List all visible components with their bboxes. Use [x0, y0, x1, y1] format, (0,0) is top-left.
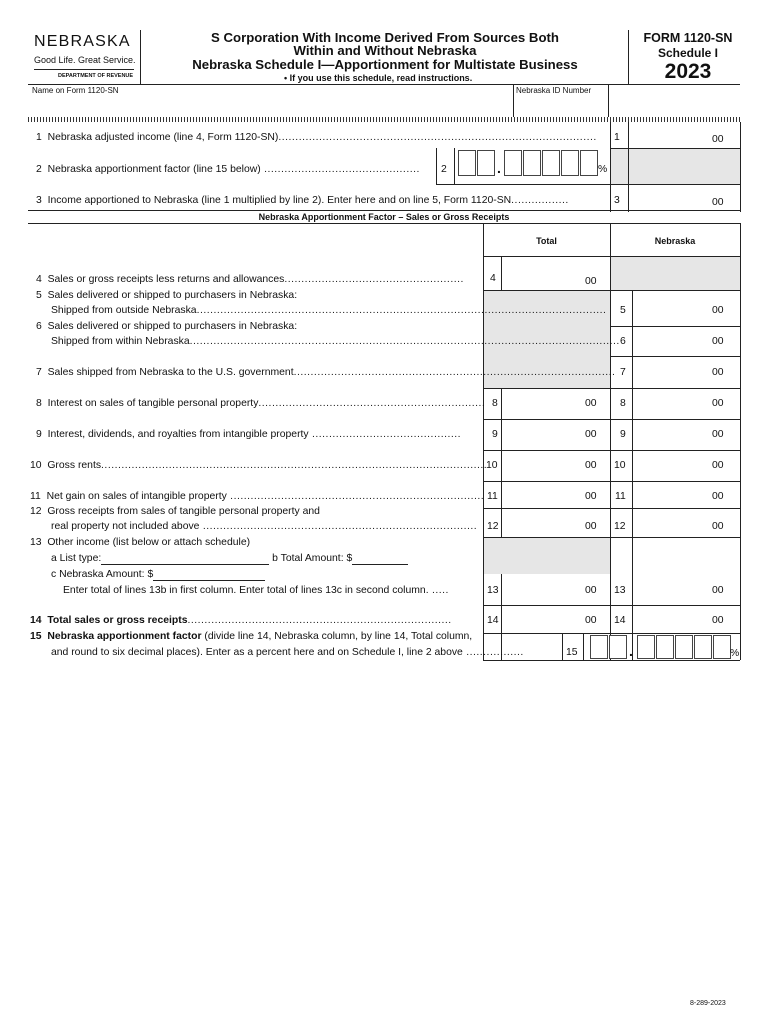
row-6-nebraska-cents: 00: [712, 336, 724, 347]
row-15-digit-6[interactable]: [694, 635, 712, 659]
row-9-nebraska-amount[interactable]: [635, 423, 709, 447]
row-8-nebraska-cents: 00: [712, 398, 724, 409]
row-4-total-amount[interactable]: [504, 262, 582, 286]
row-10-total-cents: 00: [585, 460, 597, 471]
line-1-label: 1 Nebraska adjusted income (line 4, Form 1120-SN)..............................................................................................: [36, 132, 597, 143]
title-line-3: Nebraska Schedule I—Apportionment for Multistate Business: [192, 57, 578, 72]
line-1-number: 1: [614, 132, 620, 143]
row-13-nebraska-cents: 00: [712, 585, 724, 596]
hatched-divider: [28, 117, 740, 122]
row-15-digit-2[interactable]: [609, 635, 627, 659]
row-14-nebraska-amount[interactable]: [635, 608, 709, 631]
row-12-label-a: 12 Gross receipts from sales of tangible personal property and: [30, 506, 320, 517]
row-14-number: 14: [487, 615, 499, 626]
row-5-nebraska-cents: 00: [712, 305, 724, 316]
line-2-digit-6[interactable]: [561, 150, 579, 176]
column-header-total: Total: [536, 236, 557, 246]
row-8-number-nebraska: 8: [620, 398, 626, 409]
row-15-label-b: and round to six decimal places). Enter as a percent here and on Schedule I, line 2 above .................: [51, 647, 524, 658]
name-label: Name on Form 1120-SN: [32, 86, 119, 95]
row-6-label-b: Shipped from within Nebraska...............................................................................................................................: [51, 336, 620, 347]
row-13-label-b: Enter total of lines 13b in first column. Enter total of lines 13c in second column. .....: [63, 585, 449, 596]
row-4-total-cents: 00: [585, 276, 597, 287]
row-7-nebraska-amount[interactable]: [635, 360, 709, 384]
form-code: 8-289-2023: [690, 1000, 726, 1007]
row-10-label: 10 Gross rents..................................................................................................................: [30, 460, 488, 471]
logo-state: NEBRASKA: [34, 33, 131, 50]
row-12-label-b: real property not included above .................................................................................: [51, 521, 478, 532]
nebraska-id-label: Nebraska ID Number: [516, 86, 592, 95]
line-2-digit-4[interactable]: [523, 150, 541, 176]
row-15-digit-5[interactable]: [675, 635, 693, 659]
row-11-total-amount[interactable]: [504, 484, 582, 506]
row-13-total-amount[interactable]: [504, 578, 582, 602]
logo-tagline: Good Life. Great Service.: [34, 55, 136, 65]
row-5-nebraska-amount[interactable]: [635, 296, 709, 320]
row-14-total-cents: 00: [585, 615, 597, 626]
row-10-number: 10: [486, 460, 498, 471]
row-10-nebraska-cents: 00: [712, 460, 724, 471]
row-11-nebraska-cents: 00: [712, 491, 724, 502]
form-name: FORM 1120-SN: [643, 31, 733, 45]
instruction-note: • If you use this schedule, read instructions.: [284, 73, 473, 83]
line-3-label: 3 Income apportioned to Nebraska (line 1 multiplied by line 2). Enter here and on line 5, Form 1120-SN.................: [36, 195, 569, 206]
line-2-percent: %: [598, 164, 608, 175]
line-2-digit-5[interactable]: [542, 150, 560, 176]
row-15-digit-1[interactable]: [590, 635, 608, 659]
row-12-number: 12: [487, 521, 499, 532]
row-12-number-nebraska: 12: [614, 521, 626, 532]
row-13b-total-amount-field[interactable]: [352, 554, 408, 565]
row-14-nebraska-cents: 00: [712, 615, 724, 626]
row-15-percent: %: [730, 648, 740, 659]
nebraska-logo: [34, 33, 140, 83]
row-15-number: 15: [566, 647, 578, 658]
row-13c-label: c Nebraska Amount: $: [51, 569, 265, 581]
row-8-total-cents: 00: [585, 398, 597, 409]
line-2-digit-1[interactable]: [458, 150, 476, 176]
row-12-total-cents: 00: [585, 521, 597, 532]
row-14-number-nebraska: 14: [614, 615, 626, 626]
line-2-digit-3[interactable]: [504, 150, 522, 176]
row-8-label: 8 Interest on sales of tangible personal property...................................................................: [36, 398, 486, 409]
row-8-total-amount[interactable]: [504, 392, 582, 416]
row-9-label: 9 Interest, dividends, and royalties from intangible property ............................................: [36, 429, 462, 440]
row-13-label-a: 13 Other income (list below or attach schedule): [30, 537, 251, 548]
line-2-number: 2: [441, 164, 447, 175]
row-5-number: 5: [620, 305, 626, 316]
row-13-number-nebraska: 13: [614, 585, 626, 596]
row-12-nebraska-cents: 00: [712, 521, 724, 532]
row-15-decimal: .: [629, 643, 633, 659]
tax-year: 2023: [664, 60, 712, 83]
line-3-cents: 00: [712, 197, 724, 208]
row-6-number: 6: [620, 336, 626, 347]
title-line-2: Within and Without Nebraska: [293, 43, 477, 58]
row-12-nebraska-amount[interactable]: [635, 511, 709, 535]
row-10-nebraska-amount[interactable]: [635, 454, 709, 478]
row-13-number: 13: [487, 585, 499, 596]
row-7-label: 7 Sales shipped from Nebraska to the U.S. government...............................................................................................: [36, 367, 616, 378]
row-4-label: 4 Sales or gross receipts less returns and allowances.....................................................: [36, 274, 464, 285]
line-1-amount[interactable]: [630, 126, 708, 146]
line-1-cents: 00: [712, 134, 724, 145]
name-field[interactable]: [30, 96, 510, 116]
row-14-total-amount[interactable]: [504, 608, 582, 631]
row-11-nebraska-amount[interactable]: [635, 484, 709, 506]
row-13-total-cents: 00: [585, 585, 597, 596]
section-title: Nebraska Apportionment Factor – Sales or Gross Receipts: [258, 212, 510, 222]
row-13a-label: a List type: b Total Amount: $: [51, 553, 408, 565]
row-10-number-nebraska: 10: [614, 460, 626, 471]
row-7-number: 7: [620, 367, 626, 378]
row-9-number-nebraska: 9: [620, 429, 626, 440]
row-8-nebraska-amount[interactable]: [635, 392, 709, 416]
line-2-decimal: .: [497, 160, 501, 176]
row-8-number: 8: [492, 398, 498, 409]
nebraska-id-field[interactable]: [516, 96, 606, 116]
row-6-label-a: 6 Sales delivered or shipped to purchasers in Nebraska:: [36, 321, 298, 332]
row-9-nebraska-cents: 00: [712, 429, 724, 440]
row-13-nebraska-amount[interactable]: [635, 578, 709, 602]
row-15-digit-7[interactable]: [713, 635, 731, 659]
row-4-number: 4: [490, 273, 496, 284]
row-5-label-a: 5 Sales delivered or shipped to purchasers in Nebraska:: [36, 290, 298, 301]
logo-dept: DEPARTMENT OF REVENUE: [58, 73, 134, 79]
row-9-total-cents: 00: [585, 429, 597, 440]
line-2-digit-7[interactable]: [580, 150, 598, 176]
title-line-1: S Corporation With Income Derived From Sources Both: [211, 30, 559, 45]
line-3-amount[interactable]: [630, 188, 708, 208]
row-15-digit-3[interactable]: [637, 635, 655, 659]
line-2-label: 2 Nebraska apportionment factor (line 15 below) ..............................................: [36, 164, 420, 175]
row-12-total-amount[interactable]: [504, 511, 582, 535]
row-7-nebraska-cents: 00: [712, 367, 724, 378]
row-13c-nebraska-amount-field[interactable]: [153, 570, 265, 581]
row-6-nebraska-amount[interactable]: [635, 328, 709, 352]
row-11-number-nebraska: 11: [615, 491, 626, 502]
row-11-number: 11: [487, 491, 498, 502]
line-2-digit-2[interactable]: [477, 150, 495, 176]
schedule-label: Schedule I: [657, 46, 719, 60]
row-15-digit-4[interactable]: [656, 635, 674, 659]
row-11-total-cents: 00: [585, 491, 597, 502]
row-13a-list-type-field[interactable]: [101, 554, 269, 565]
column-header-nebraska: Nebraska: [654, 236, 696, 246]
line-3-number: 3: [614, 195, 620, 206]
row-15-label-a: 15 Nebraska apportionment factor (divide line 14, Nebraska column, by line 14, Total column,: [30, 631, 473, 642]
row-10-total-amount[interactable]: [504, 454, 582, 478]
row-9-number: 9: [492, 429, 498, 440]
row-14-label: 14 Total sales or gross receipts..............................................................................: [30, 615, 452, 626]
row-5-label-b: Shipped from outside Nebraska.........................................................................................................................: [51, 305, 607, 316]
row-11-label: 11 Net gain on sales of intangible property ...........................................................................: [30, 491, 485, 502]
row-9-total-amount[interactable]: [504, 423, 582, 447]
